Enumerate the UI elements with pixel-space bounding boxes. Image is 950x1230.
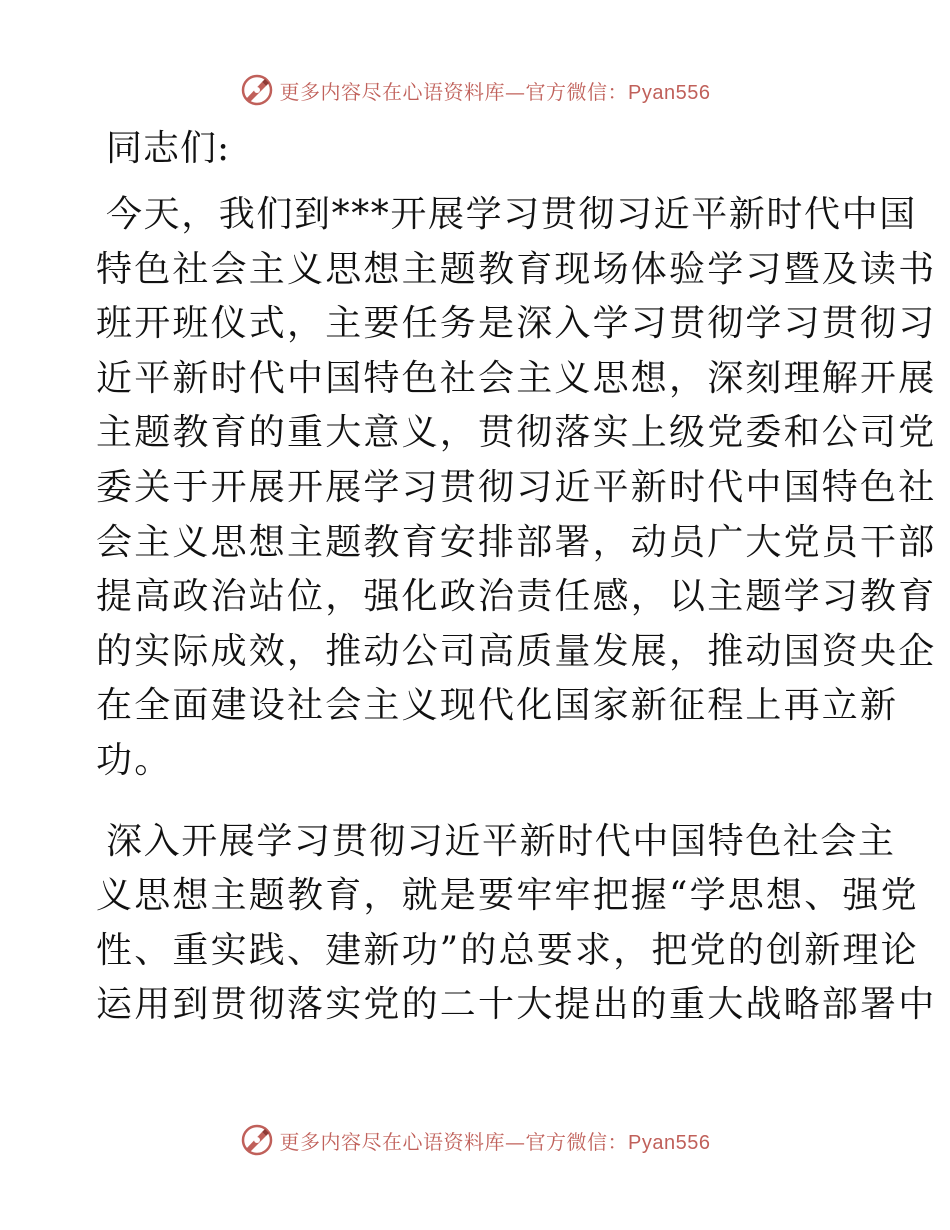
paragraph-1 <box>96 188 937 789</box>
header-watermark-banner <box>0 70 950 110</box>
pen-logo-icon <box>240 73 274 107</box>
pen-logo-icon <box>240 1123 274 1157</box>
footer-watermark-banner <box>0 1120 950 1160</box>
paragraph-line: 深入开展学习贯彻习近平新时代中国特色社会主 <box>106 820 896 862</box>
footer-banner-text: 更多内容尽在心语资料库—官方微信：Pyan556 <box>279 1129 711 1154</box>
paragraph-line: 主题教育的重大意义，贯彻落实上级党委和公司党 <box>96 412 937 454</box>
paragraph-line: 委关于开展开展学习贯彻习近平新时代中国特色社 <box>96 466 937 508</box>
paragraph-line: 班开班仪式，主要任务是深入学习贯彻学习贯彻习 <box>96 303 937 345</box>
paragraph-line: 特色社会主义思想主题教育现场体验学习暨及读书 <box>96 248 937 290</box>
paragraph-line: 提高政治站位，强化政治责任感，以主题学习教育 <box>96 576 937 618</box>
document-body <box>96 122 937 1033</box>
paragraph-2 <box>96 815 937 1033</box>
paragraph-line: 的实际成效，推动公司高质量发展，推动国资央企 <box>96 630 937 672</box>
paragraph-line: 会主义思想主题教育安排部署，动员广大党员干部 <box>96 521 937 563</box>
paragraph-line: 运用到贯彻落实党的二十大提出的重大战略部署中 <box>96 984 937 1026</box>
paragraph-line: 功。 <box>96 739 173 781</box>
paragraph-spacer <box>96 789 856 815</box>
header-banner-text: 更多内容尽在心语资料库—官方微信：Pyan556 <box>279 79 711 104</box>
salutation: 同志们: <box>106 128 231 169</box>
paragraph-line: 在全面建设社会主义现代化国家新征程上再立新 <box>96 685 899 727</box>
paragraph-line: 今天，我们到***开展学习贯彻习近平新时代中国 <box>106 194 917 235</box>
paragraph-line: 近平新时代中国特色社会主义思想，深刻理解开展 <box>96 357 937 399</box>
paragraph-line: 义思想主题教育，就是要牢牢把握“学思想、强党 <box>96 875 919 917</box>
paragraph-line: 性、重实践、建新功”的总要求，把党的创新理论 <box>96 929 919 971</box>
